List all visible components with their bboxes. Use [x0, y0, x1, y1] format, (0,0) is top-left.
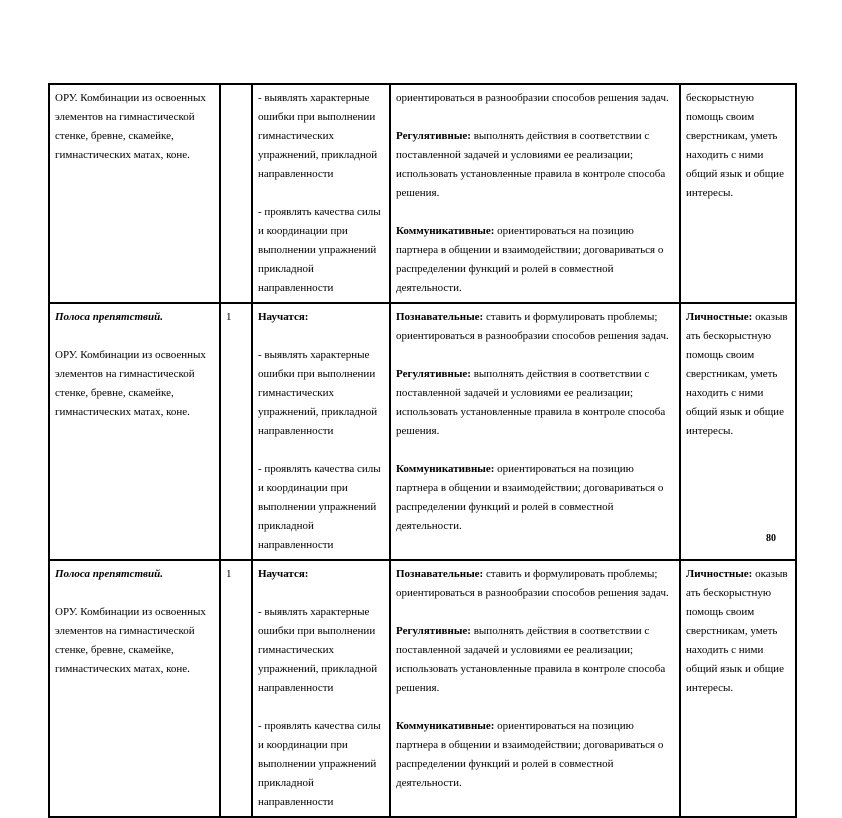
meta-uud-cell — [390, 84, 680, 303]
outcome-item: - выявлять характерные ошибки при выполнении гимнастических упражнений, прикладной направленности — [258, 92, 378, 180]
uud-paragraph — [396, 89, 673, 108]
table-row — [49, 303, 796, 560]
activity-cell — [49, 84, 220, 303]
meta-uud-cell — [390, 303, 680, 560]
outcome-item: - проявлять качества силы и координации при выполнении упражнений прикладной направленности — [258, 463, 381, 551]
uud-text: ориентироваться в разнообразии способов решения задач. — [396, 92, 669, 104]
hours-cell — [220, 84, 252, 303]
outcome-item: - выявлять характерные ошибки при выполнении гимнастических упражнений, прикладной направленности — [258, 606, 378, 694]
outcome-item: - выявлять характерные ошибки при выполнении гимнастических упражнений, прикладной направленности — [258, 349, 378, 437]
personal-label: Личностные: — [686, 311, 753, 323]
hours-value: 1 — [226, 568, 232, 580]
activity-title: Полоса препятствий. — [55, 311, 163, 323]
uud-text: ориентироваться на позицию партнера в общении и взаимодействии; договариваться о распределении функций и ролей в совместной деятельности. — [396, 225, 664, 294]
uud-label: Регулятивные: — [396, 625, 471, 637]
personal-label: Личностные: — [686, 568, 753, 580]
uud-label: Познавательные: — [396, 568, 484, 580]
outcomes-intro: Научатся: — [258, 311, 309, 323]
meta-uud-cell — [390, 560, 680, 817]
uud-label: Регулятивные: — [396, 130, 471, 142]
activity-body: ОРУ. Комбинации из освоенных элементов на гимнастической стенке, бревне, скамейке, гимнастических матах, коне. — [55, 606, 206, 675]
uud-text: выполнять действия в соответствии с поставленной задачей и условиями ее реализации; использовать установленные правила в контроле способа решения. — [396, 625, 666, 694]
uud-paragraph — [396, 565, 673, 603]
uud-text: выполнять действия в соответствии с поставленной задачей и условиями ее реализации; использовать установленные правила в контроле способа решения. — [396, 130, 666, 199]
uud-label: Коммуникативные: — [396, 463, 495, 475]
uud-text: ориентироваться на позицию партнера в общении и взаимодействии; договариваться о распределении функций и ролей в совместной деятельности. — [396, 720, 664, 789]
personal-paragraph — [686, 565, 789, 698]
outcome-item: - проявлять качества силы и координации при выполнении упражнений прикладной направленности — [258, 206, 381, 294]
table-row — [49, 84, 796, 303]
hours-value: 1 — [226, 311, 232, 323]
outcomes-cell — [252, 560, 390, 817]
uud-label: Познавательные: — [396, 311, 484, 323]
uud-text: ставить и формулировать проблемы; ориентироваться в разнообразии способов решения задач. — [396, 311, 669, 342]
uud-paragraph — [396, 308, 673, 346]
page-number: 80 — [766, 533, 776, 544]
lesson-planning-table — [48, 83, 797, 818]
hours-cell — [220, 560, 252, 817]
uud-paragraph — [396, 222, 673, 298]
personal-uud-cell — [680, 303, 796, 560]
hours-cell — [220, 303, 252, 560]
uud-text: выполнять действия в соответствии с поставленной задачей и условиями ее реализации; использовать установленные правила в контроле способа решения. — [396, 368, 666, 437]
uud-text: ориентироваться на позицию партнера в общении и взаимодействии; договариваться о распределении функций и ролей в совместной деятельности. — [396, 463, 664, 532]
activity-cell — [49, 560, 220, 817]
activity-body: ОРУ. Комбинации из освоенных элементов на гимнастической стенке, бревне, скамейке, гимнастических матах, коне. — [55, 349, 206, 418]
personal-text: оказывать бескорыстную помощь своим сверстникам, уметь находить с ними общий язык и общие интересы. — [686, 568, 788, 694]
outcomes-cell — [252, 303, 390, 560]
personal-text: бескорыстную помощь своим сверстникам, уметь находить с ними общий язык и общие интересы. — [686, 92, 784, 199]
uud-paragraph — [396, 365, 673, 441]
table-row — [49, 560, 796, 817]
personal-uud-cell — [680, 560, 796, 817]
uud-paragraph — [396, 622, 673, 698]
uud-label: Регулятивные: — [396, 368, 471, 380]
personal-text: оказывать бескорыстную помощь своим сверстникам, уметь находить с ними общий язык и общие интересы. — [686, 311, 788, 437]
activity-body: ОРУ. Комбинации из освоенных элементов на гимнастической стенке, бревне, скамейке, гимнастических матах, коне. — [55, 92, 206, 161]
uud-paragraph — [396, 460, 673, 536]
activity-title: Полоса препятствий. — [55, 568, 163, 580]
activity-cell — [49, 303, 220, 560]
personal-paragraph — [686, 89, 789, 203]
outcome-item: - проявлять качества силы и координации при выполнении упражнений прикладной направленности — [258, 720, 381, 808]
uud-paragraph — [396, 717, 673, 793]
personal-uud-cell — [680, 84, 796, 303]
uud-paragraph — [396, 127, 673, 203]
uud-text: ставить и формулировать проблемы; ориентироваться в разнообразии способов решения задач. — [396, 568, 669, 599]
outcomes-intro: Научатся: — [258, 568, 309, 580]
outcomes-cell — [252, 84, 390, 303]
uud-label: Коммуникативные: — [396, 225, 495, 237]
uud-label: Коммуникативные: — [396, 720, 495, 732]
personal-paragraph — [686, 308, 789, 441]
